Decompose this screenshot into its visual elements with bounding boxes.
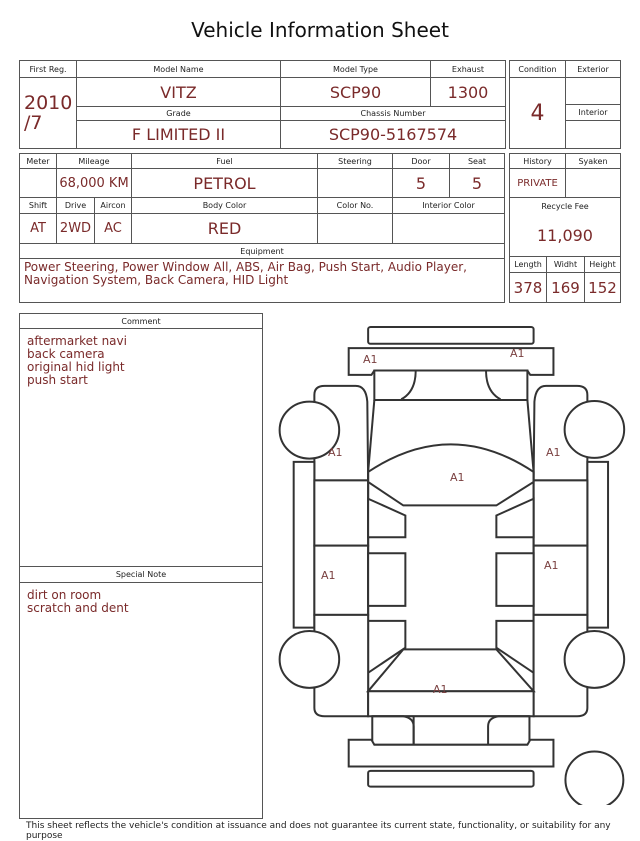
fuel-value: PETROL — [132, 169, 318, 198]
first-reg-year: 2010 — [24, 92, 73, 114]
rear-door-right — [534, 546, 588, 615]
side-skirt-right — [587, 462, 608, 628]
chassis-label: Chassis Number — [281, 107, 505, 121]
disclaimer-footer: This sheet reflects the vehicle's condition at issuance and does not guarantee its current state, functionality, or suitability for any purpose — [26, 821, 611, 841]
recycle-fee-value: 11,090 — [510, 214, 620, 257]
front-door-right — [534, 480, 588, 545]
shift-label: Shift — [20, 198, 57, 214]
rear-bar — [368, 771, 533, 787]
rear-window-right — [496, 553, 533, 606]
front-door-left — [314, 480, 368, 545]
fuel-label: Fuel — [132, 154, 318, 169]
damage-mark-rear: A1 — [433, 683, 448, 696]
specs-table — [19, 153, 505, 303]
mileage-value: 68,000 KM — [57, 169, 132, 198]
shift-value: AT — [20, 214, 57, 244]
door-value: 5 — [393, 169, 450, 198]
width-label: Widht — [547, 257, 585, 273]
body-color-label: Body Color — [132, 198, 318, 214]
mileage-label: Mileage — [57, 154, 132, 169]
front-bar — [368, 327, 533, 344]
exterior-value — [566, 78, 620, 105]
condition-label: Condition — [510, 61, 566, 78]
aircon-label: Aircon — [95, 198, 132, 214]
history-value: PRIVATE — [510, 169, 566, 198]
trunk — [368, 691, 533, 716]
grade-value: F LIMITED II — [77, 121, 281, 148]
condition-table — [509, 60, 621, 149]
damage-mark-front-fender-right: A1 — [546, 446, 561, 459]
model-name-value: VITZ — [77, 78, 281, 107]
grade-label: Grade — [77, 107, 281, 121]
recycle-fee-label: Recycle Fee — [541, 201, 589, 211]
exhaust-value: 1300 — [431, 78, 505, 107]
seat-value: 5 — [450, 169, 504, 198]
model-type-label: Model Type — [281, 61, 431, 78]
first-reg-month: /7 — [24, 112, 43, 134]
interior-color-value — [393, 214, 504, 244]
comment-line: original hid light — [27, 360, 125, 374]
comment-line: back camera — [27, 347, 105, 361]
length-value: 378 — [510, 273, 547, 302]
damage-mark-front-fender-left: A1 — [328, 446, 343, 459]
equipment-value: Power Steering, Power Window All, ABS, Air Bag, Push Start, Audio Player, Navigation System, Back Camera, HID Light — [24, 260, 467, 287]
rear-panel — [372, 716, 529, 744]
special-note-line: dirt on room — [27, 588, 102, 602]
wheel-front-right — [565, 401, 625, 458]
rear-window-left — [368, 553, 405, 606]
interior-label: Interior — [566, 105, 620, 121]
condition-value: 4 — [510, 78, 566, 148]
comment-panel — [19, 313, 263, 819]
first-reg-value — [20, 78, 77, 148]
seat-label: Seat — [450, 154, 504, 169]
width-value: 169 — [547, 273, 585, 302]
front-window-left — [368, 499, 405, 537]
door-label: Door — [393, 154, 450, 169]
color-no-label: Color No. — [318, 198, 393, 214]
body-color-value: RED — [132, 214, 318, 244]
damage-mark-windshield: A1 — [450, 471, 465, 484]
special-note-label: Special Note — [20, 566, 262, 583]
comment-text — [20, 329, 262, 566]
steering-label: Steering — [318, 154, 393, 169]
interior-color-label: Interior Color — [393, 198, 504, 214]
page-title: Vehicle Information Sheet — [191, 18, 449, 42]
comment-line: push start — [27, 373, 88, 387]
spare-tire — [565, 751, 623, 805]
chassis-value: SCP90-5167574 — [328, 125, 458, 144]
first-reg-label: First Reg. — [20, 61, 77, 78]
history-table — [509, 153, 621, 303]
vehicle-id-table — [19, 60, 506, 149]
wheel-rear-right — [565, 631, 625, 688]
meter-value — [20, 169, 57, 198]
color-no-value — [318, 214, 393, 244]
height-value: 152 — [588, 278, 617, 297]
damage-mark-front-bumper-right: A1 — [510, 347, 525, 360]
meter-label: Meter — [20, 154, 57, 169]
hood — [374, 371, 527, 400]
steering-value — [318, 169, 393, 198]
comment-label: Comment — [20, 314, 262, 329]
drive-value: 2WD — [57, 214, 95, 244]
car-damage-diagram — [273, 323, 637, 805]
length-label: Length — [510, 257, 547, 273]
exterior-label: Exterior — [566, 61, 620, 78]
model-name-label: Model Name — [77, 61, 281, 78]
exhaust-label: Exhaust — [431, 61, 505, 78]
wheel-rear-left — [280, 631, 340, 688]
model-type-value: SCP90 — [281, 78, 431, 107]
comment-line: aftermarket navi — [27, 334, 127, 348]
aircon-value: AC — [95, 214, 132, 244]
equipment-label: Equipment — [20, 244, 504, 259]
damage-mark-door-left: A1 — [321, 569, 336, 582]
syaken-label: Syaken — [566, 154, 620, 169]
special-note-line: scratch and dent — [27, 601, 129, 615]
height-label: Height — [585, 257, 620, 273]
front-window-right — [496, 499, 533, 537]
syaken-value — [566, 169, 620, 198]
damage-mark-door-right: A1 — [544, 559, 559, 572]
history-label: History — [510, 154, 566, 169]
drive-label: Drive — [57, 198, 95, 214]
damage-mark-front-bumper-left: A1 — [363, 353, 378, 366]
interior-value — [566, 121, 620, 148]
side-skirt-left — [294, 462, 315, 628]
special-note-text — [20, 583, 262, 621]
